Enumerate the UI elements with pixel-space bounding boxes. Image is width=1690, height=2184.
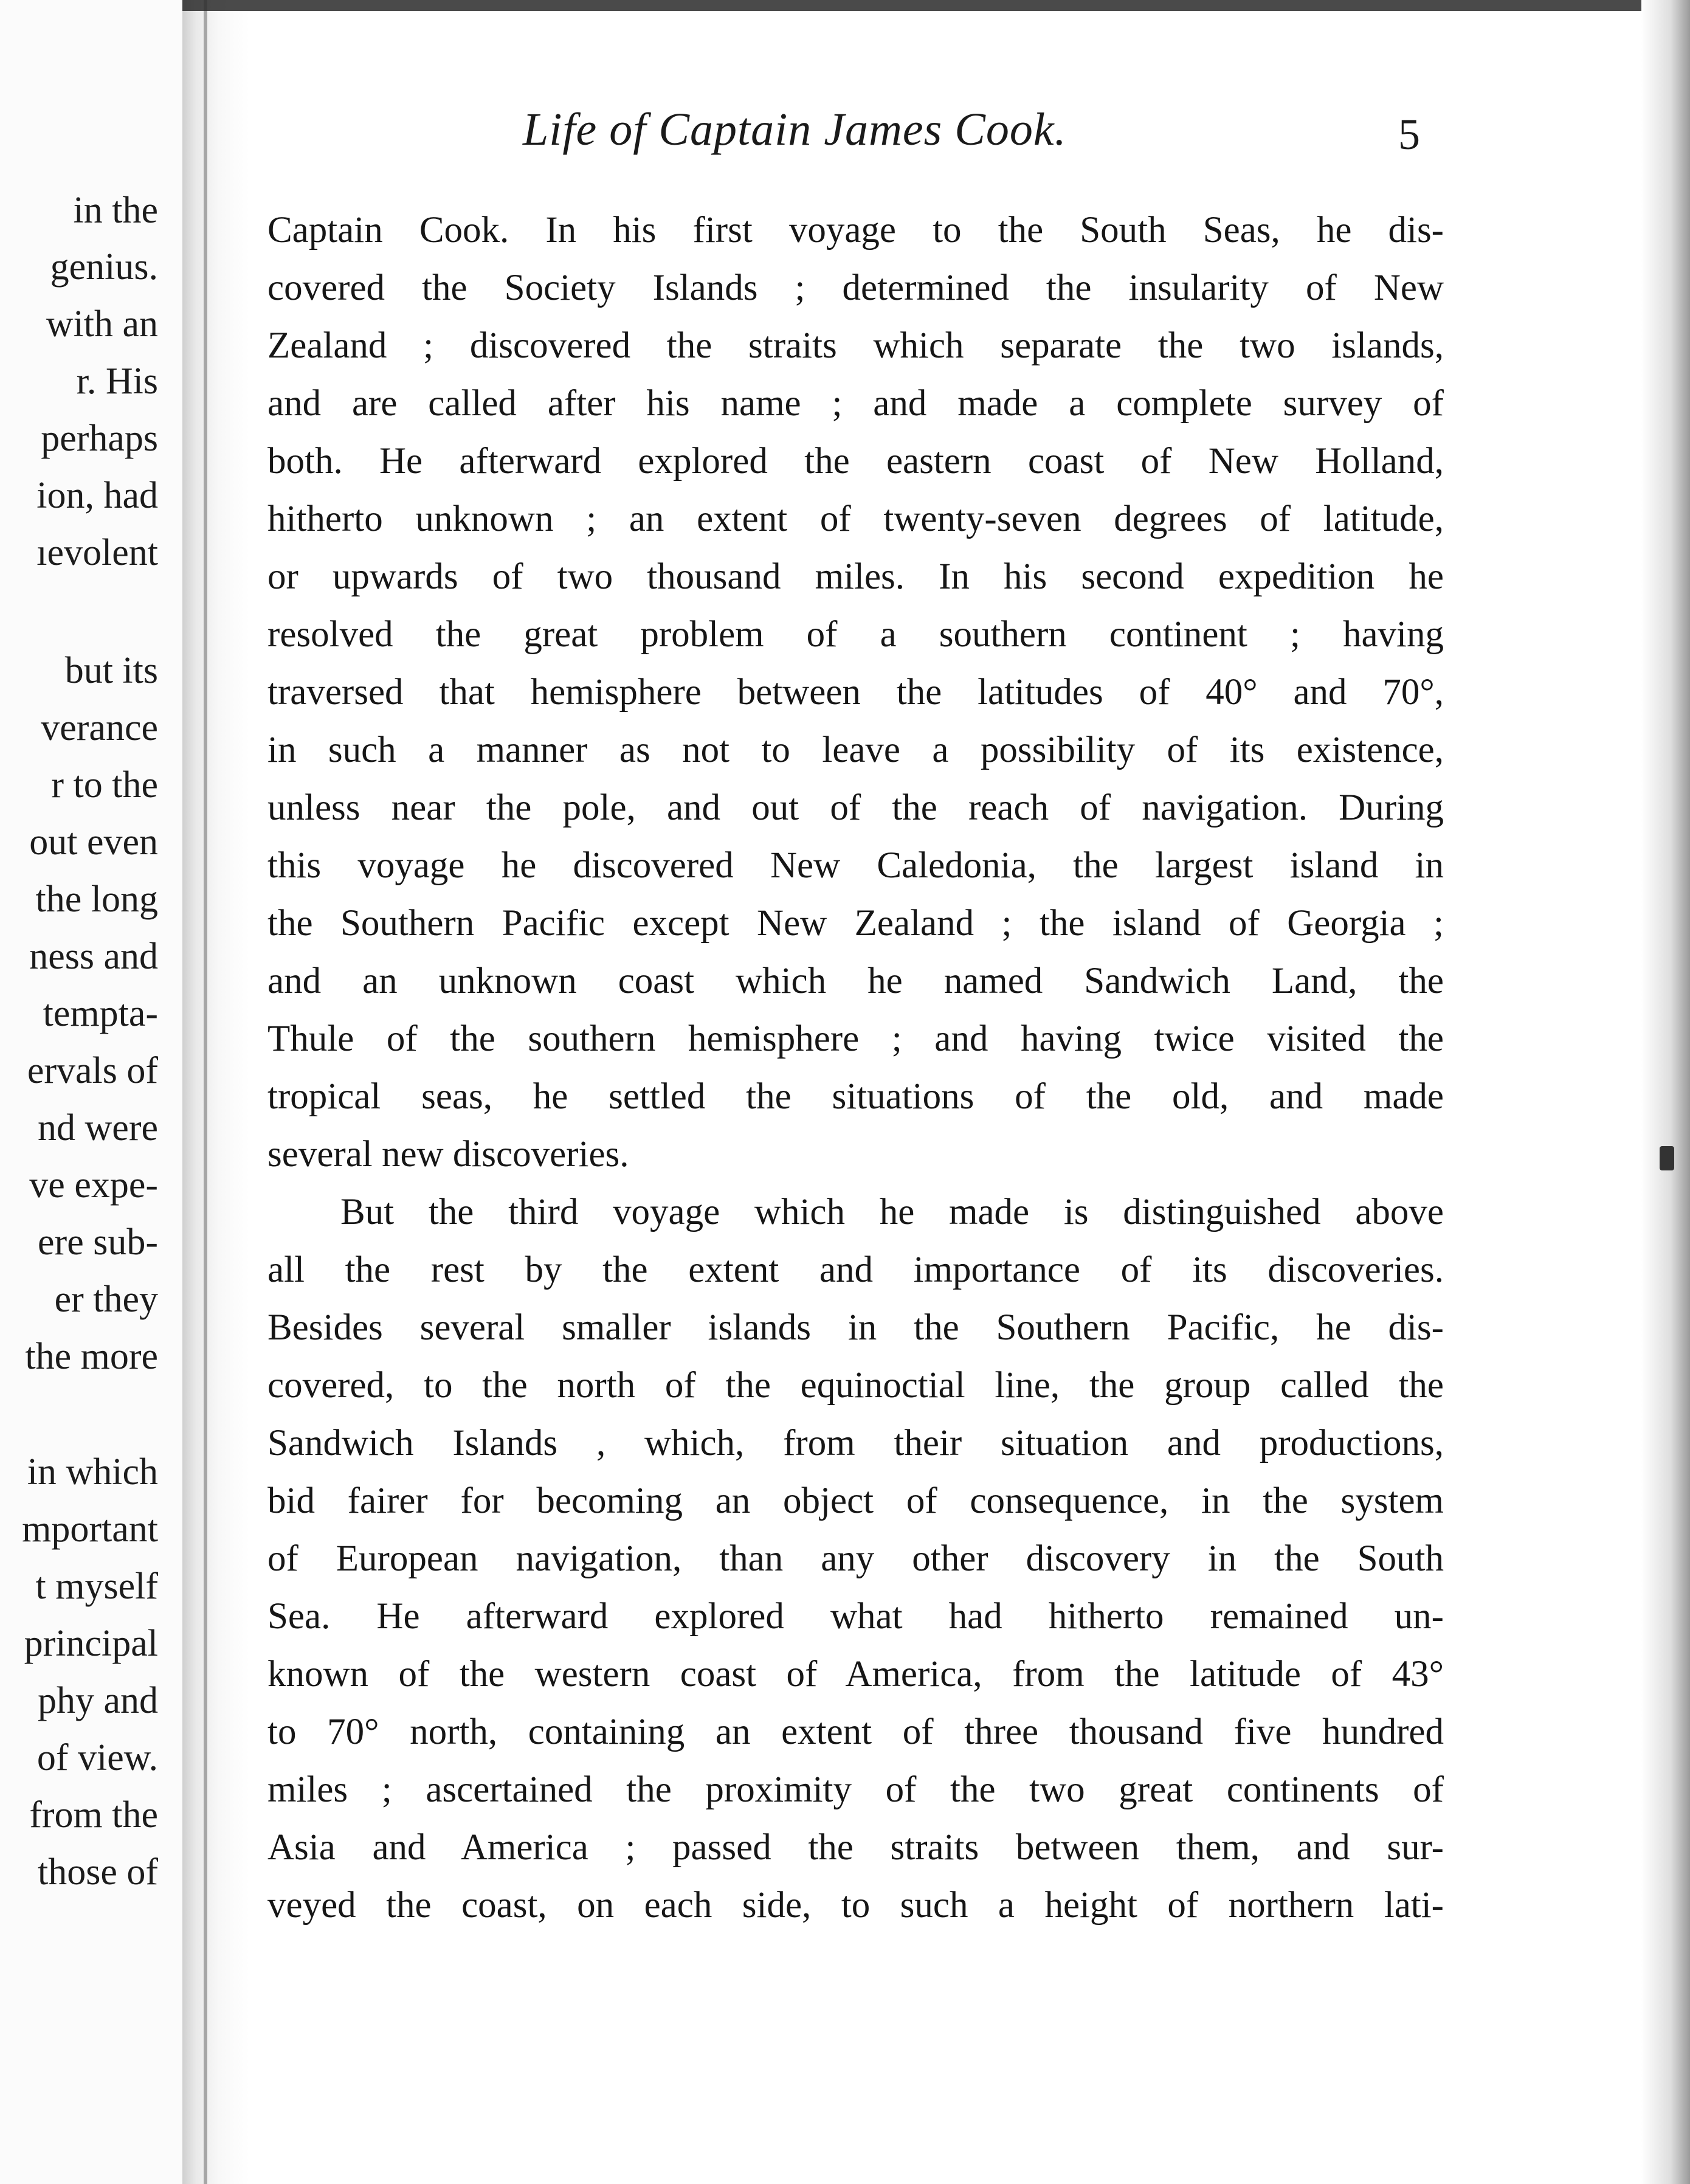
facing-line: with an [46, 303, 158, 345]
text-line: Asia and America ; passed the straits between them, and sur- [267, 1827, 1444, 1868]
facing-line: the more [25, 1336, 158, 1377]
text-line: covered, to the north of the equinoctial line, the group called the [267, 1365, 1444, 1406]
facing-line: er they [54, 1279, 158, 1320]
facing-line: in the [73, 190, 158, 231]
running-header-title: Life of Captain James Cook. [523, 104, 1067, 155]
text-line: this voyage he discovered New Caledonia, the largest island in [267, 845, 1444, 886]
facing-line: ıevolent [36, 532, 158, 573]
top-page-edge [182, 0, 1690, 11]
text-line: unless near the pole, and out of the reach of navigation. During [267, 787, 1444, 828]
facing-line: ve expe- [29, 1164, 158, 1206]
facing-line: r to the [51, 764, 158, 806]
text-line: traversed that hemisphere between the latitudes of 40° and 70°, [267, 672, 1444, 713]
facing-line: phy and [37, 1680, 158, 1721]
text-line: Captain Cook. In his first voyage to the South Seas, he dis- [267, 210, 1444, 251]
facing-line: ervals of [27, 1050, 158, 1091]
facing-line: mportant [22, 1508, 158, 1550]
text-line: to 70° north, containing an extent of three thousand five hundred [267, 1712, 1444, 1752]
text-line: bid fairer for becoming an object of consequence, in the system [267, 1481, 1444, 1521]
facing-line: principal [24, 1623, 158, 1664]
text-line: the Southern Pacific except New Zealand ; the island of Georgia ; [267, 903, 1444, 944]
text-line: veyed the coast, on each side, to such a height of northern lati- [267, 1885, 1444, 1926]
facing-line: of view. [36, 1737, 158, 1778]
facing-line: but its [64, 650, 158, 691]
text-line: Sandwich Islands , which, from their situation and productions, [267, 1423, 1444, 1463]
text-line: of European navigation, than any other discovery in the South [267, 1538, 1444, 1579]
facing-line: in which [27, 1451, 158, 1493]
page-number: 5 [1398, 110, 1420, 159]
right-page-edge [1641, 0, 1690, 2184]
text-line: Zealand ; discovered the straits which separate the two islands, [267, 325, 1444, 366]
facing-page-fragment [0, 0, 182, 2184]
text-line: and an unknown coast which he named Sandwich Land, the [267, 961, 1444, 1001]
text-line: miles ; ascertained the proximity of the two great continents of [267, 1769, 1444, 1810]
facing-line: perhaps [41, 418, 158, 459]
facing-line: r. His [76, 361, 158, 402]
text-line: hitherto unknown ; an extent of twenty-seven degrees of latitude, [267, 499, 1444, 539]
text-line: tropical seas, he settled the situations of the old, and made [267, 1076, 1444, 1117]
page-edge-mark [1660, 1146, 1674, 1170]
text-line: or upwards of two thousand miles. In his second expedition he [267, 556, 1444, 597]
facing-line: ion, had [36, 475, 158, 516]
facing-line: genius. [50, 246, 158, 288]
text-line: known of the western coast of America, from the latitude of 43° [267, 1654, 1444, 1695]
text-line: covered the Society Islands ; determined the insularity of New [267, 268, 1444, 308]
paragraph-first-line: But the third voyage which he made is distinguished above [340, 1192, 1444, 1232]
facing-line: nd were [38, 1107, 158, 1149]
facing-line: out even [29, 821, 158, 863]
text-line: all the rest by the extent and importance of its discoveries. [267, 1249, 1444, 1290]
facing-line: tempta- [43, 993, 158, 1034]
text-line: both. He afterward explored the eastern coast of New Holland, [267, 441, 1444, 482]
facing-line: verance [41, 707, 158, 748]
facing-line: ness and [29, 936, 158, 977]
facing-line: from the [29, 1794, 158, 1836]
facing-line: t myself [35, 1566, 158, 1607]
text-line: in such a manner as not to leave a possibility of its existence, [267, 730, 1444, 770]
text-line: and are called after his name ; and made a complete survey of [267, 383, 1444, 424]
text-line: Besides several smaller islands in the Southern Pacific, he dis- [267, 1307, 1444, 1348]
text-line: Thule of the southern hemisphere ; and having twice visited the [267, 1018, 1444, 1059]
facing-line: the long [35, 879, 158, 920]
facing-line: those of [37, 1851, 158, 1893]
binding-edge [204, 0, 207, 2184]
text-line: several new discoveries. [267, 1134, 629, 1175]
book-gutter-shadow [182, 0, 249, 2184]
facing-line: ere sub- [38, 1222, 158, 1263]
text-line: resolved the great problem of a southern continent ; having [267, 614, 1444, 655]
text-line: Sea. He afterward explored what had hitherto remained un- [267, 1596, 1444, 1637]
